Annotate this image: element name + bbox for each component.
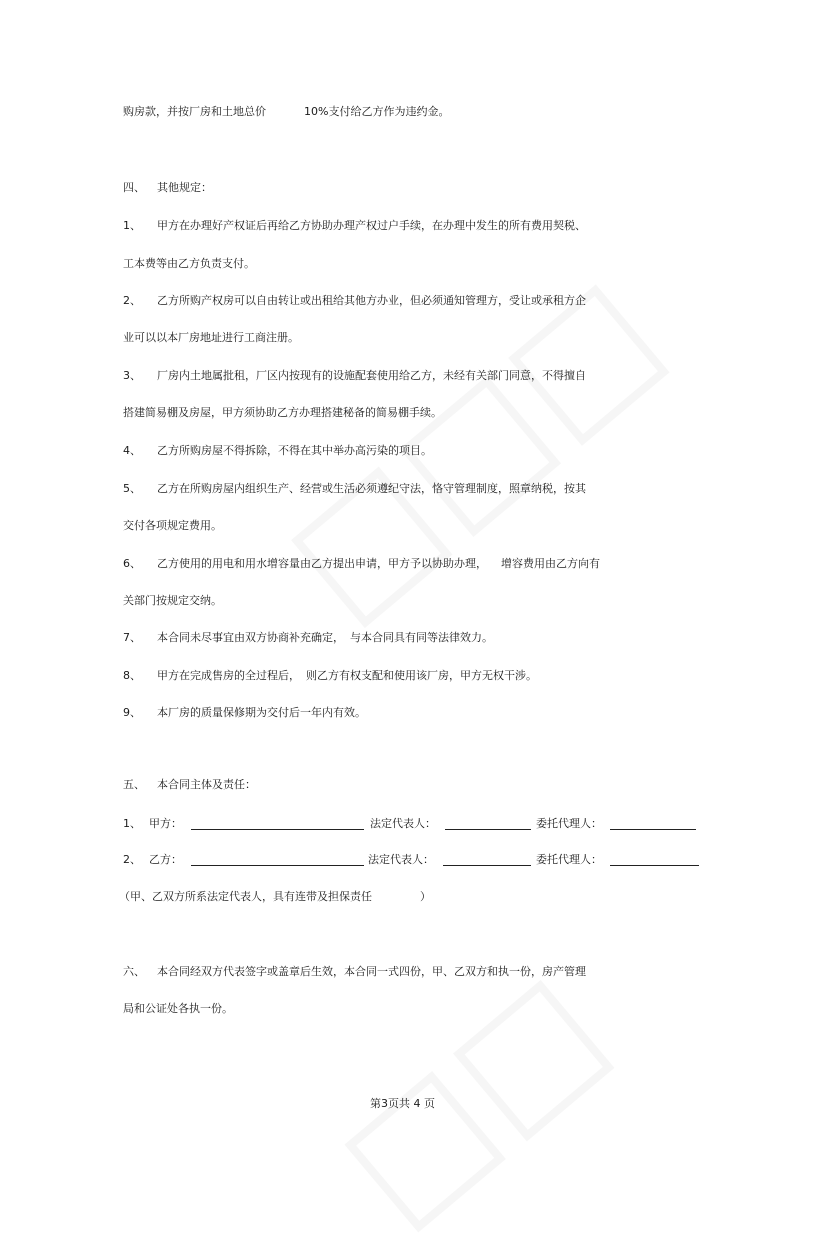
text-span: ） (420, 890, 431, 903)
party-b-legal-rep-blank[interactable] (443, 853, 531, 866)
party-a-name-blank[interactable] (191, 817, 364, 830)
section-number: 六、 (123, 965, 145, 978)
item-number: 6、 (123, 557, 141, 570)
section-text: 本合同经双方代表签字或盖章后生效，本合同一式四份，甲、乙双方和执一份，房产管理 (157, 965, 586, 978)
party-a-agent-blank[interactable] (610, 817, 696, 830)
item-number: 3、 (123, 369, 141, 382)
text-span: 与本合同具有同等法律效力。 (350, 631, 493, 644)
text-span: 增容费用由乙方向有 (501, 557, 600, 570)
liability-note (119, 889, 431, 905)
item-text: 甲方在办理好产权证后再给乙方协助办理产权过户手续，在办理中发生的所有费用契税、 (157, 219, 586, 232)
party-a-legal-rep-blank[interactable] (445, 817, 531, 830)
section-title: 本合同主体及责任： (157, 778, 256, 791)
item-text: 乙方在所购房屋内组织生产、经营或生活必须遵纪守法，恪守管理制度，照章纳税，按其 (157, 482, 586, 495)
item-number: 7、 (123, 631, 141, 644)
item-text-continued: 交付各项规定费用。 (123, 519, 222, 532)
legal-rep-label: 法定代表人： (368, 853, 434, 866)
item-text-continued: 搭建简易棚及房屋，甲方须协助乙方办理搭建秘备的简易棚手续。 (123, 406, 442, 419)
text-line (123, 104, 449, 120)
item-text-continued: 业可以以本厂房地址进行工商注册。 (123, 331, 299, 344)
party-label: 乙方： (149, 853, 182, 866)
item-number: 9、 (123, 706, 141, 719)
text-span: 则乙方有权支配和使用该厂房，甲方无权干涉。 (306, 669, 537, 682)
item-number: 2、 (123, 294, 141, 307)
party-label: 甲方： (149, 817, 182, 830)
text-span: 甲方在完成售房的全过程后， (157, 669, 300, 682)
section-number: 五、 (123, 778, 145, 791)
text-span: 本合同未尽事宜由双方协商补充确定， (157, 631, 344, 644)
item-text (157, 668, 537, 684)
page-number: 第3页共 4 页 (370, 1097, 435, 1110)
item-text (157, 556, 600, 572)
text-span: 购房款，并按厂房和土地总价 (123, 105, 266, 118)
party-number: 1、 (123, 817, 141, 830)
party-b-name-blank[interactable] (191, 853, 364, 866)
legal-rep-label: 法定代表人： (370, 817, 436, 830)
item-text: 本厂房的质量保修期为交付后一年内有效。 (157, 706, 366, 719)
text-span: （甲、乙双方所系法定代表人，具有连带及担保责任 (119, 890, 372, 903)
item-number: 4、 (123, 444, 141, 457)
section-text-continued: 局和公证处各执一份。 (123, 1002, 233, 1015)
item-text-continued: 工本费等由乙方负责支付。 (123, 257, 255, 270)
item-number: 8、 (123, 669, 141, 682)
item-text: 厂房内土地属批租，厂区内按现有的设施配套使用给乙方，未经有关部门同意，不得擅自 (157, 369, 586, 382)
item-text: 乙方所购产权房可以自由转让或出租给其他方办业，但必须通知管理方，受让或承租方企 (157, 294, 586, 307)
item-number: 5、 (123, 482, 141, 495)
watermark (307, 939, 636, 1254)
item-text (157, 630, 493, 646)
agent-label: 委托代理人： (536, 817, 602, 830)
party-b-agent-blank[interactable] (610, 853, 699, 866)
item-text: 乙方所购房屋不得拆除，不得在其中举办高污染的项目。 (157, 444, 432, 457)
text-span: 10%支付给乙方作为违约金。 (304, 105, 450, 118)
section-title: 其他规定： (157, 181, 212, 194)
section-number: 四、 (123, 181, 145, 194)
item-number: 1、 (123, 219, 141, 232)
party-number: 2、 (123, 853, 141, 866)
item-text-continued: 关部门按规定交纳。 (123, 594, 222, 607)
text-span: 乙方使用的用电和用水增容量由乙方提出申请，甲方予以协助办理， (157, 557, 487, 570)
agent-label: 委托代理人： (536, 853, 602, 866)
